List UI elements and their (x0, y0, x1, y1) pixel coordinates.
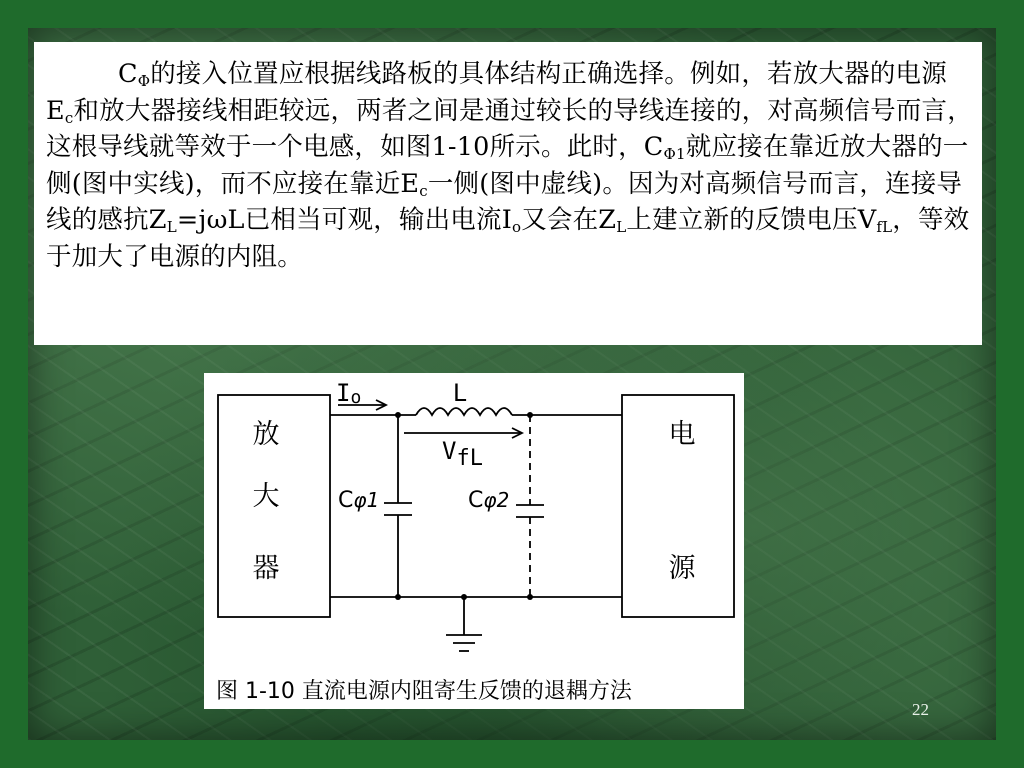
text-run-4: 就应接在靠近放大器的一侧(图中实线)，而不应接在靠近E (46, 132, 969, 199)
page-number: 22 (912, 700, 929, 719)
body-paragraph (46, 56, 974, 275)
voltage-label-main: V (442, 437, 457, 465)
subscript-3: Φ1 (663, 145, 686, 163)
text-run-3: 和放大器接线相距较远，两者之间是通过较长的导线连接的，对高频信号而言，这根导线就等效于一个电感，如图1-10所示。此时，C (46, 95, 973, 162)
text-run-5: 一侧(图中虚线)。因为对高频信号而言，连接导线的感抗Z (46, 168, 963, 235)
figure-caption: 图 1-10 直流电源内阻寄生反馈的退耦方法 (216, 679, 632, 704)
junction-dot (527, 594, 533, 600)
cap1-label-main: C (338, 488, 354, 513)
inductor-coil (416, 408, 512, 415)
text-run-6: =jωL已相当可观，输出电流I (176, 205, 512, 235)
text-run-8: 上建立新的反馈电压V (626, 205, 877, 235)
junction-dot (395, 412, 401, 418)
text-run-9: ，等效于加大了电源的内阻。 (46, 205, 970, 272)
current-label-sub: o (350, 387, 362, 408)
cap2-label-main: C (468, 488, 484, 513)
text-box (34, 42, 982, 345)
subscript-2: c (64, 108, 74, 127)
amplifier-label-2: 大 (252, 481, 280, 512)
current-label-main: I (336, 379, 351, 407)
text-run-1: C (118, 59, 138, 89)
subscript-6: o (511, 218, 522, 236)
cap2-label-sub: φ2 (483, 488, 510, 512)
subscript-7: L (616, 218, 627, 236)
subscript-5: L (166, 218, 177, 236)
subscript-8: fL (876, 218, 893, 236)
junction-dot (395, 594, 401, 600)
current-label (336, 379, 361, 408)
circuit-diagram (204, 373, 744, 709)
junction-dot (461, 594, 467, 600)
cap2-label (468, 488, 509, 513)
subscript-1: Φ (137, 72, 151, 90)
amplifier-label-1: 放 (252, 419, 280, 450)
text-run-7: 又会在Z (521, 205, 617, 235)
text-run-2: 的接入位置应根据线路板的具体结构正确选择。例如，若放大器的电源E (46, 59, 947, 126)
amplifier-label-3: 器 (252, 553, 280, 584)
voltage-label (442, 437, 483, 471)
junction-dot (527, 412, 533, 418)
power-label-2: 源 (668, 553, 696, 584)
cap1-label-sub: φ1 (353, 488, 380, 512)
inductor-label: L (452, 379, 468, 407)
voltage-label-sub: fL (456, 446, 483, 471)
circuit-figure (204, 373, 744, 709)
subscript-4: c (419, 181, 428, 200)
power-label-1: 电 (668, 419, 696, 450)
cap1-label (338, 488, 379, 513)
